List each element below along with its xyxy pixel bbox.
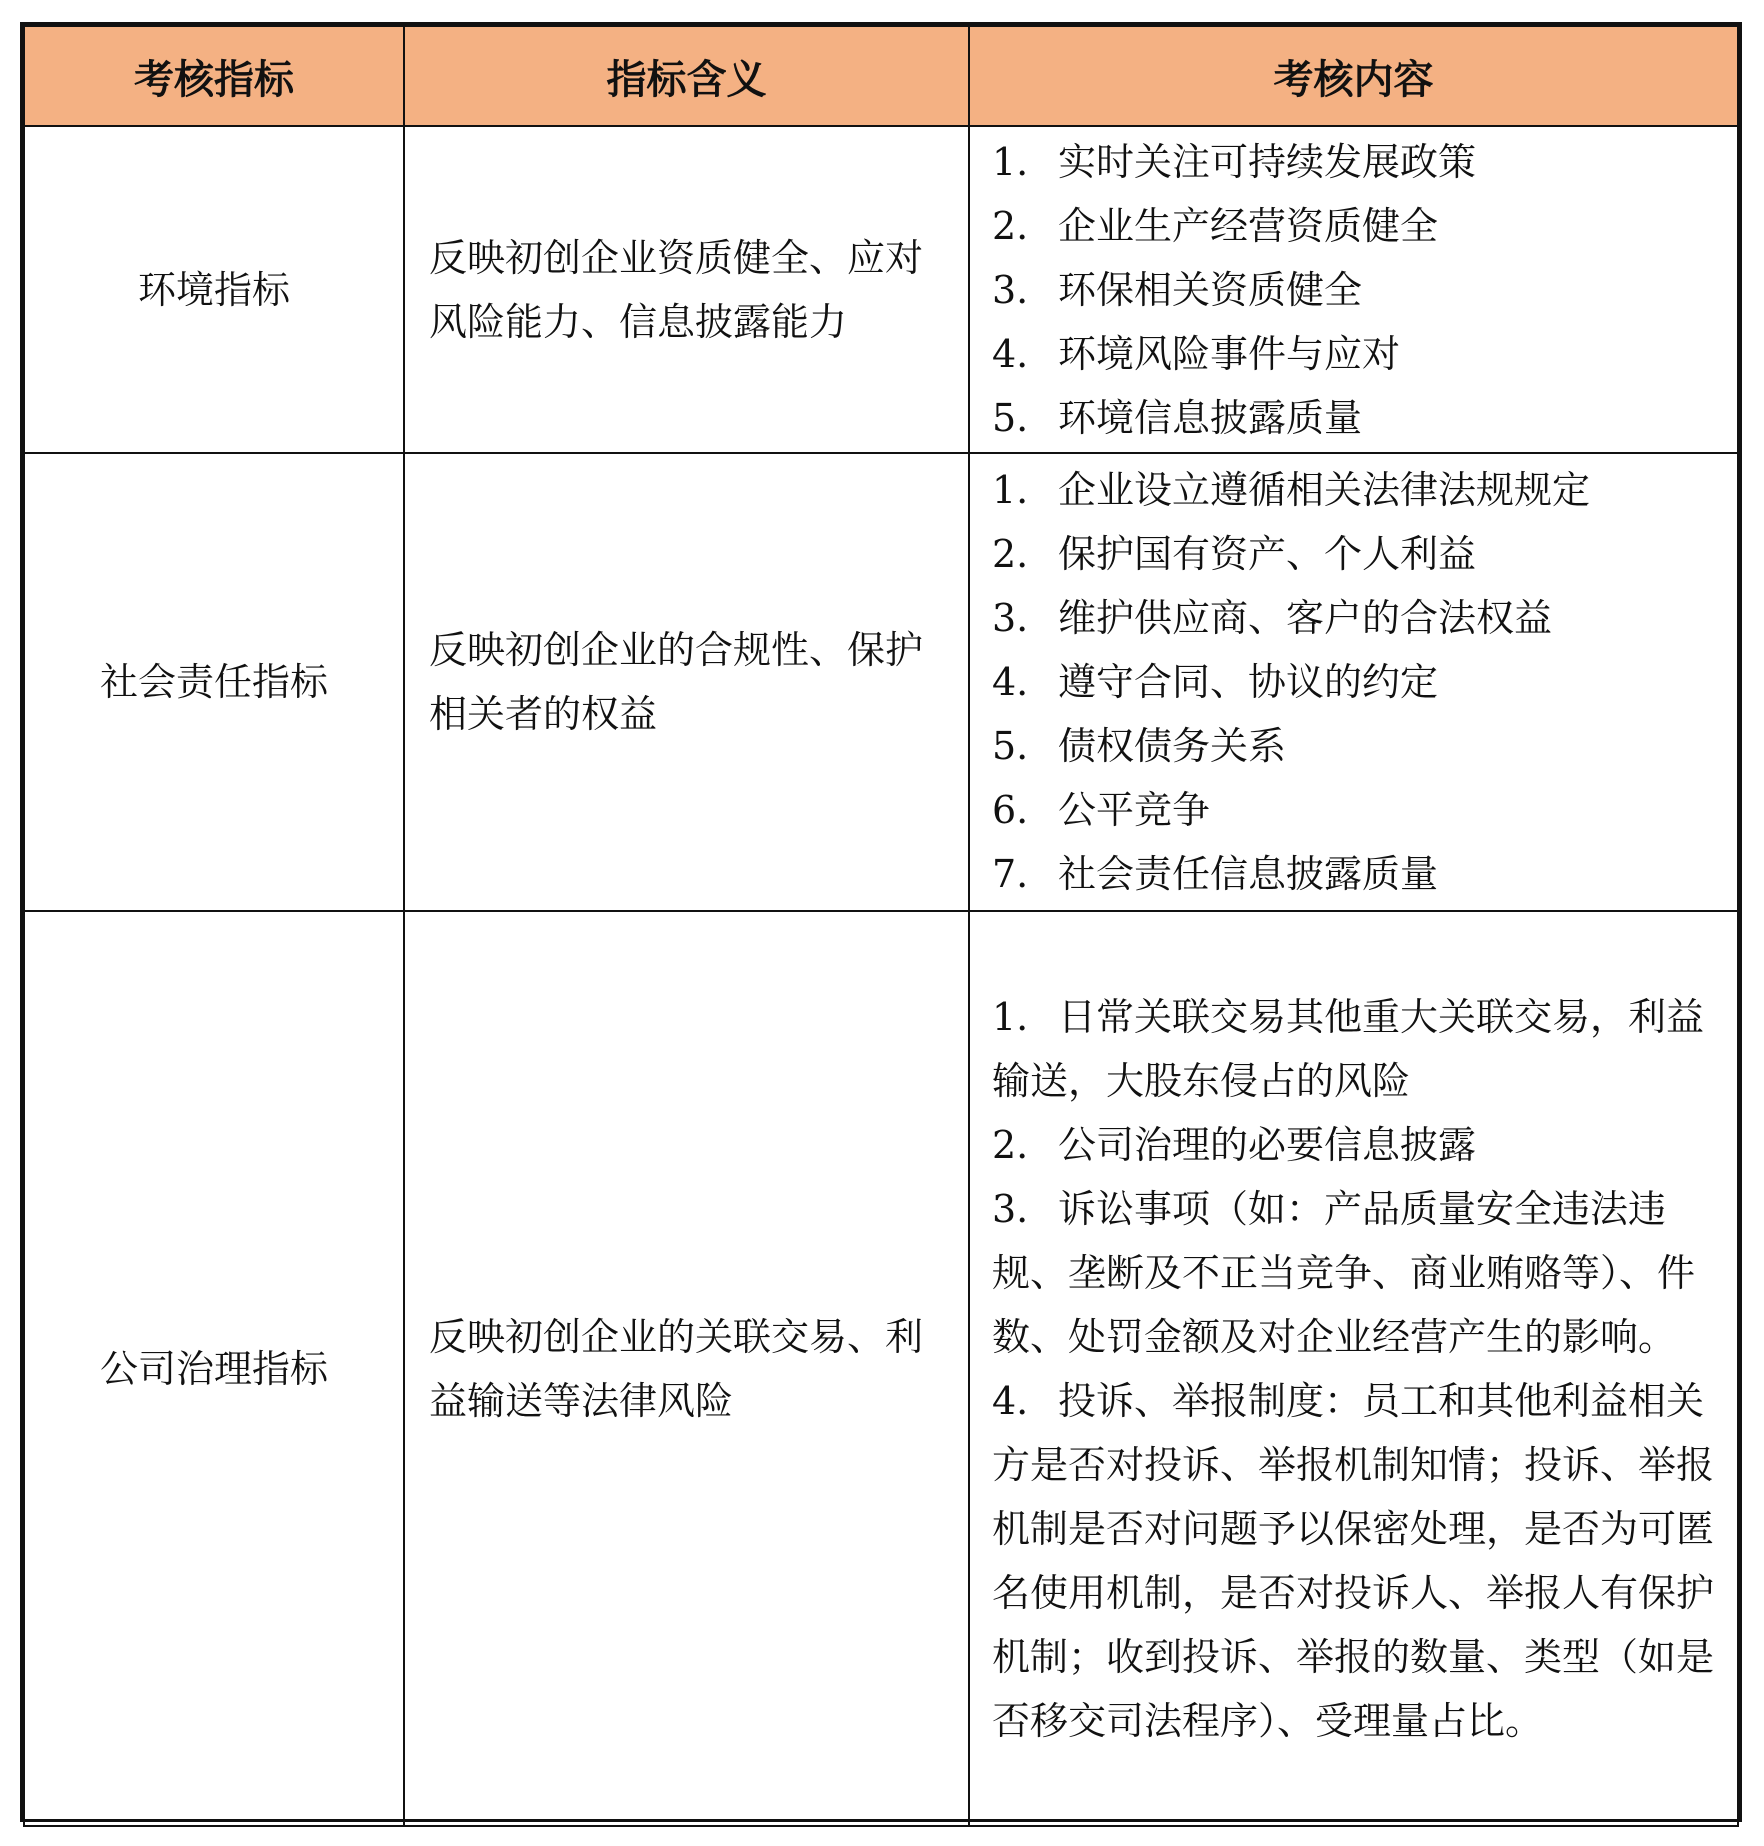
item-text: 公司治理的必要信息披露 bbox=[1058, 1122, 1477, 1167]
content-item bbox=[992, 985, 1715, 1113]
table-row-corporate-governance bbox=[24, 911, 1738, 1826]
item-number: 5. bbox=[992, 724, 1029, 768]
content-item bbox=[992, 258, 1715, 322]
meaning-cell: 反映初创企业的关联交易、利益输送等法律风险 bbox=[404, 911, 969, 1826]
item-number: 4. bbox=[992, 1378, 1029, 1423]
item-number: 1. bbox=[992, 994, 1029, 1039]
item-text: 环境信息披露质量 bbox=[1058, 395, 1363, 440]
indicator-cell: 公司治理指标 bbox=[24, 911, 404, 1826]
content-item bbox=[992, 586, 1715, 650]
header-row bbox=[24, 26, 1738, 126]
content-item bbox=[992, 842, 1715, 906]
item-number: 3. bbox=[992, 267, 1029, 312]
table-row-social-responsibility bbox=[24, 453, 1738, 911]
content-item bbox=[992, 386, 1715, 450]
item-text: 投诉、举报制度：员工和其他利益相关方是否对投诉、举报机制知情；投诉、举报机制是否对问题予以保密处理，是否为可匿名使用机制，是否对投诉人、举报人有保护机制；收到投诉、举报的数量、类型（如是否移交司法程序）、受理量占比。 bbox=[992, 1378, 1715, 1743]
item-text: 保护国有资产、个人利益 bbox=[1058, 532, 1477, 576]
content-item bbox=[992, 194, 1715, 258]
content-item bbox=[992, 322, 1715, 386]
item-number: 2. bbox=[992, 1122, 1029, 1167]
item-text: 遵守合同、协议的约定 bbox=[1058, 660, 1439, 704]
item-text: 维护供应商、客户的合法权益 bbox=[1058, 596, 1553, 640]
content-item bbox=[992, 130, 1715, 194]
item-number: 6. bbox=[992, 788, 1029, 832]
item-text: 公平竞争 bbox=[1058, 788, 1211, 832]
assessment-table bbox=[23, 25, 1739, 1827]
content-item bbox=[992, 714, 1715, 778]
content-item bbox=[992, 522, 1715, 586]
item-number: 3. bbox=[992, 1186, 1029, 1231]
assessment-table-container bbox=[20, 22, 1742, 1822]
item-text: 企业生产经营资质健全 bbox=[1058, 203, 1439, 248]
meaning-cell: 反映初创企业的合规性、保护相关者的权益 bbox=[404, 453, 969, 911]
item-text: 日常关联交易其他重大关联交易，利益输送，大股东侵占的风险 bbox=[992, 994, 1705, 1103]
table-body bbox=[24, 126, 1738, 1826]
item-text: 环境风险事件与应对 bbox=[1058, 331, 1401, 376]
item-text: 实时关注可持续发展政策 bbox=[1058, 139, 1477, 184]
item-number: 4. bbox=[992, 660, 1029, 704]
item-text: 社会责任信息披露质量 bbox=[1058, 852, 1439, 896]
table-row-environment bbox=[24, 126, 1738, 453]
content-item bbox=[992, 1369, 1715, 1753]
indicator-cell: 社会责任指标 bbox=[24, 453, 404, 911]
item-number: 2. bbox=[992, 203, 1029, 248]
content-item bbox=[992, 1113, 1715, 1177]
item-number: 5. bbox=[992, 395, 1029, 440]
content-item bbox=[992, 778, 1715, 842]
item-number: 3. bbox=[992, 596, 1029, 640]
header-content: 考核内容 bbox=[969, 26, 1738, 126]
content-item bbox=[992, 458, 1715, 522]
table-header bbox=[24, 26, 1738, 126]
item-number: 4. bbox=[992, 331, 1029, 376]
indicator-cell: 环境指标 bbox=[24, 126, 404, 453]
item-text: 环保相关资质健全 bbox=[1058, 267, 1363, 312]
content-cell bbox=[969, 453, 1738, 911]
item-number: 1. bbox=[992, 468, 1029, 512]
header-indicator: 考核指标 bbox=[24, 26, 404, 126]
item-number: 7. bbox=[992, 852, 1029, 896]
content-item bbox=[992, 1177, 1715, 1369]
item-number: 2. bbox=[992, 532, 1029, 576]
item-text: 企业设立遵循相关法律法规规定 bbox=[1058, 468, 1591, 512]
content-item bbox=[992, 650, 1715, 714]
content-cell bbox=[969, 126, 1738, 453]
item-number: 1. bbox=[992, 139, 1029, 184]
item-text: 债权债务关系 bbox=[1058, 724, 1287, 768]
content-cell bbox=[969, 911, 1738, 1826]
item-text: 诉讼事项（如：产品质量安全违法违规、垄断及不正当竞争、商业贿赂等）、件数、处罚金额及对企业经营产生的影响。 bbox=[992, 1186, 1696, 1359]
meaning-cell: 反映初创企业资质健全、应对风险能力、信息披露能力 bbox=[404, 126, 969, 453]
header-meaning: 指标含义 bbox=[404, 26, 969, 126]
